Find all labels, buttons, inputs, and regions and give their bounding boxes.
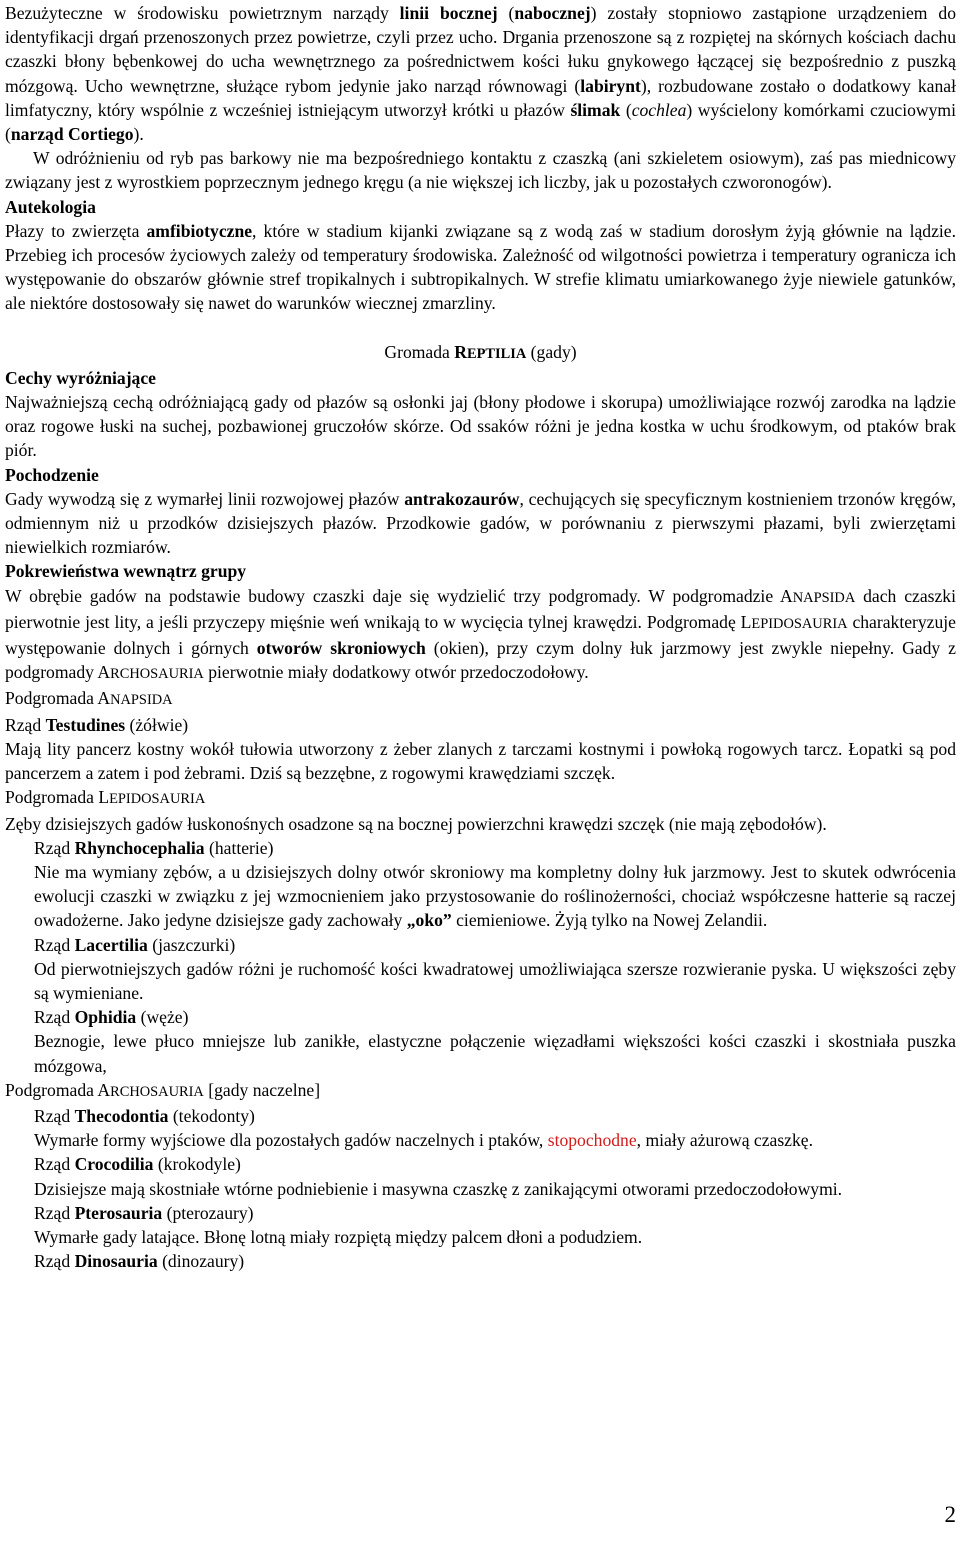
document-page (5, 1, 956, 1273)
heading-pokrewienstwa: Pokrewieństwa wewnątrz grupy (5, 561, 247, 582)
paragraph-pochodzenie: Gady wywodzą się z wymarłej linii rozwojowej płazów antrakozaurów, cechujących się specyficznym kostnieniem trzonów kręgów, odmiennym niż u przodków dzisiejszych płazów. Przodkowie gadów, w porównaniu z pierwszymi płazami, byli zwierzętami niewielkich rozmiarów. (5, 488, 957, 558)
order-testudines: Rząd Testudines (żółwie) (5, 714, 189, 735)
heading-pochodzenie: Pochodzenie (5, 464, 99, 485)
order-ophidia: Rząd Ophidia (węże) (34, 1007, 189, 1028)
order-lacertilia: Rząd Lacertilia (jaszczurki) (34, 934, 236, 955)
paragraph-cechy: Najważniejszą cechą odróżniającą gady od płazów są osłonki jaj (błony płodowe i skorupa) umożliwiające rozwój zarodka na lądzie oraz rogowe łuski na suchej, pozbawionej gruczołów skórze. Od ssaków różni je jedna kostka w uchu środkowym, od ptaków brak piór. (5, 392, 956, 461)
order-pterosauria: Rząd Pterosauria (pterozaury) (34, 1202, 254, 1223)
heading-autekologia: Autekologia (5, 196, 96, 217)
paragraph-lateral-line: Bezużyteczne w środowisku powietrznym narządy linii bocznej (nabocznej) zostały stopniowo zastąpione urządzeniem do identyfikacji drgań przenoszonych przez powietrze, czyli przez ucho. Drgania przenoszone są z rozpiętej na skórnych kościach dachu czaszki błony bębenkowej do ucha wewnętrznego za pośrednictwem kości łuku gnykowego łączącej się bezpośrednio z puszką mózgową. Ucho wewnętrzne, służące rybom jedynie jako narząd równowagi (labirynt), rozbudowane zostało o dodatkowy kanał limfatyczny, który wspólnie z wcześniej istniejącym utworzył krótki u płazów ślimak (cochlea) wyścielony komórkami czuciowymi (narząd Cortiego). (5, 3, 957, 145)
order-dinosauria: Rząd Dinosauria (dinozaury) (34, 1251, 245, 1272)
paragraph-lacertilia: Od pierwotniejszych gadów różni je ruchomość kości kwadratowej umożliwiająca szersze rozwieranie pyska. U większości zęby są wymieniane. (34, 958, 956, 1003)
order-rhynchocephalia: Rząd Rhynchocephalia (hatterie) (34, 837, 274, 858)
paragraph-lepidosauria: Zęby dzisiejszych gadów łuskonośnych osadzone są na bocznej powierzchni krawędzi szczęk (nie mają zębodołów). (5, 813, 827, 834)
spacer (5, 316, 956, 340)
order-thecodontia: Rząd Thecodontia (tekodonty) (34, 1105, 255, 1126)
subheading-lepidosauria: Podgromada LEPIDOSAURIA (5, 787, 206, 808)
section-title-reptilia: Gromada REPTILIA (gady) (384, 341, 577, 362)
paragraph-testudines: Mają lity pancerz kostny wokół tułowia utworzony z żeber zlanych z tarczami kostnymi i powłoką rogowych tarcz. Łopatki są pod pancerzem a zatem i pod żebrami. Dziś są bezzębne, z rogowymi krawędziami szczęk. (5, 738, 956, 784)
paragraph-girdles: W odróżnieniu od ryb pas barkowy nie ma bezpośredniego kontaktu z czaszką (ani szkieletem osiowym), zaś pas miednicowy związany jest z wyrostkiem poprzecznym jednego kręgu (a nie większej ich liczby, jak u pozostałych czworonogów). (5, 148, 956, 193)
heading-cechy: Cechy wyróżniające (5, 367, 156, 388)
paragraph-ophidia: Beznogie, lewe płuco mniejsze lub zanikłe, elastyczne połączenie więzadłami większości kości czaszki i skostniała puszka mózgowa, (34, 1031, 956, 1076)
paragraph-pterosauria: Wymarłe gady latające. Błonę lotną miały rozpiętą między palcem dłoni a podudziem. (34, 1226, 643, 1247)
paragraph-pokrewienstwa: W obrębie gadów na podstawie budowy czaszki daje się wydzielić trzy podgromady. W podgromadzie ANAPSIDA dach czaszki pierwotnie jest lity, a jeśli przyczepy mięśnie weń wnikają to w wycięcia tylnej krawędzi. Podgromadę LEPIDOSAURIA charakteryzuje występowanie dolnych i górnych otworów skroniowych (okien), przy czym dolny łuk jarzmowy jest zwykle niepełny. Gady z podgromady ARCHOSAURIA pierwotnie miały dodatkowy otwór przedoczodołowy. (5, 585, 956, 683)
paragraph-rhynchocephalia: Nie ma wymiany zębów, a u dzisiejszych dolny otwór skroniowy ma kompletny dolny łuk jarzmowy. Jest to skutek odwrócenia ewolucji czaszki w związku z jej wzmocnieniem jako przystosowanie do roślinożerności, chociaż współczesne hatterie są raczej owadożerne. Jako jedyne dzisiejsze gady zachowały „oko” ciemieniowe. Żyją tylko na Nowej Zelandii. (34, 861, 956, 931)
paragraph-autekologia: Płazy to zwierzęta amfibiotyczne, które w stadium kijanki związane są z wodą zaś w stadium dorosłym żyją głównie na lądzie. Przebieg ich procesów życiowych zależy od temperatury środowiska. Zależność od wilgotności powietrza i temperatury ogranicza ich występowanie do obszarów głównie stref tropikalnych i subtropikalnych. W strefie klimatu umiarkowanego żyje niewiele gatunków, ale niektóre dostosowały się nawet do warunków wiecznej zmarzliny. (5, 220, 956, 314)
highlighted-term: stopochodne (547, 1130, 637, 1151)
paragraph-crocodilia: Dzisiejsze mają skostniałe wtórne podniebienie i masywna czaszkę z zanikającymi otworami przedoczodołowymi. (34, 1178, 843, 1199)
subheading-anapsida: Podgromada ANAPSIDA (5, 688, 173, 709)
order-crocodilia: Rząd Crocodilia (krokodyle) (34, 1154, 241, 1175)
paragraph-thecodontia: Wymarłe formy wyjściowe dla pozostałych gadów naczelnych i ptaków, stopochodne, miały ażurową czaszkę. (34, 1130, 813, 1151)
page-number: 2 (944, 1502, 956, 1527)
subheading-archosauria: Podgromada ARCHOSAURIA [gady naczelne] (5, 1079, 321, 1100)
